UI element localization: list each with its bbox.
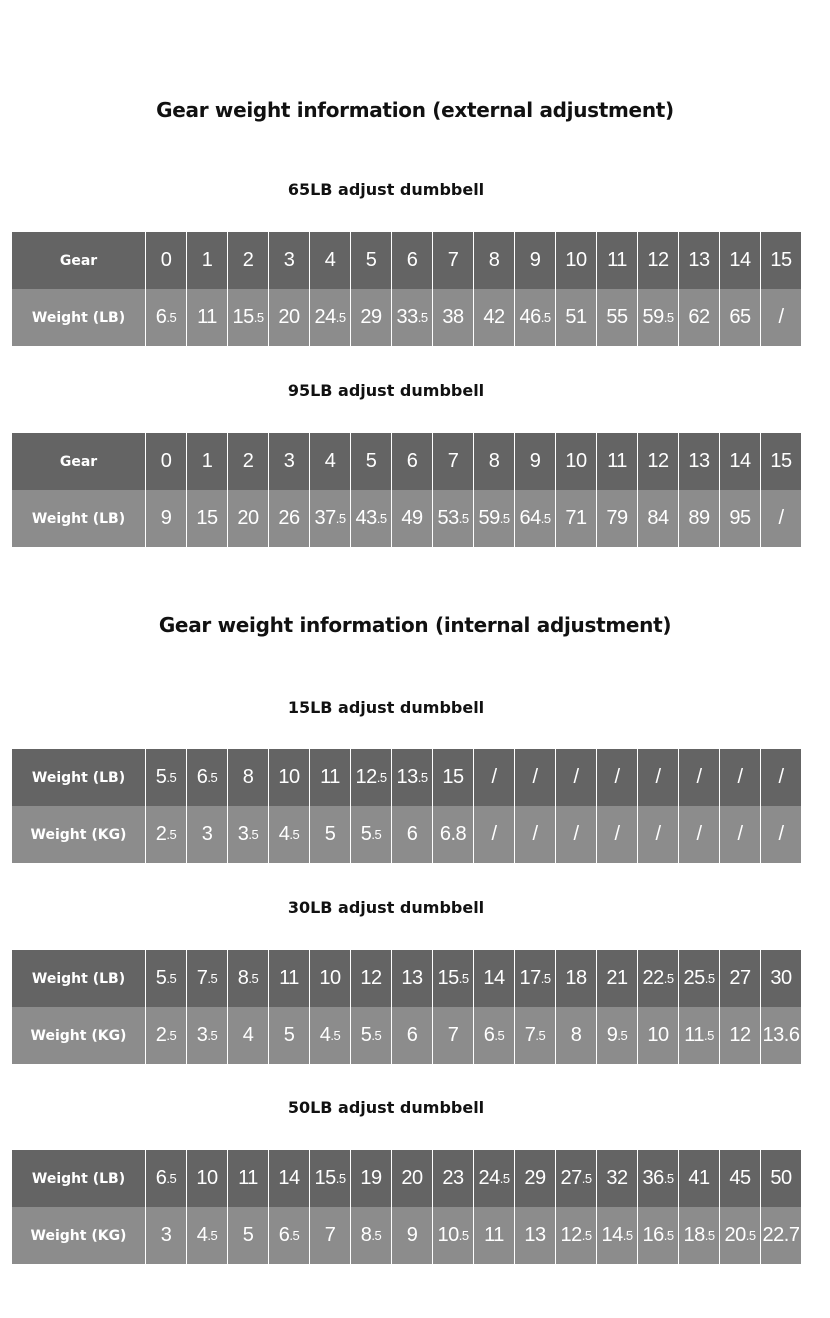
table-cell: 15 .5 xyxy=(433,950,473,1007)
table-cell: 4 xyxy=(228,1007,268,1064)
table-cell: 27 .5 xyxy=(556,1150,596,1207)
table-cell: / xyxy=(556,806,596,863)
row-header: Weight (KG) xyxy=(12,1007,145,1064)
table-cell: 1 xyxy=(187,232,227,289)
table-cell: 36 .5 xyxy=(638,1150,678,1207)
table-cell: 41 xyxy=(679,1150,719,1207)
table-cell: 2 .5 xyxy=(146,806,186,863)
table-cell: 71 xyxy=(556,490,596,547)
table-cell: 6 xyxy=(392,806,432,863)
row-header: Weight (LB) xyxy=(12,490,145,547)
row-header: Weight (LB) xyxy=(12,950,145,1007)
table-cell: 4 xyxy=(310,433,350,490)
table-cell: / xyxy=(679,749,719,806)
table-cell: 6 xyxy=(392,232,432,289)
table-cell: 8 xyxy=(556,1007,596,1064)
table-cell: 6 .5 xyxy=(146,1150,186,1207)
gear-table-65lb xyxy=(12,232,792,346)
table-cell: 6 .5 xyxy=(269,1207,309,1264)
table-cell: 89 xyxy=(679,490,719,547)
table-cell: 10 xyxy=(187,1150,227,1207)
table-cell: / xyxy=(515,806,555,863)
table-cell: 13 .5 xyxy=(392,749,432,806)
row-header: Weight (LB) xyxy=(12,1150,145,1207)
table-cell: / xyxy=(761,289,801,346)
table-cell: 20 xyxy=(269,289,309,346)
table-cell: 8 xyxy=(474,433,514,490)
table-cell: 12 .5 xyxy=(556,1207,596,1264)
table-cell: 5 .5 xyxy=(146,950,186,1007)
table-cell: 14 xyxy=(720,433,760,490)
table-cell: 6 .5 xyxy=(474,1007,514,1064)
table-cell: 11 .5 xyxy=(679,1007,719,1064)
table-cell: 9 xyxy=(515,433,555,490)
table-cell: 11 xyxy=(597,232,637,289)
table-cell: 42 xyxy=(474,289,514,346)
table-cell: / xyxy=(556,749,596,806)
table-cell: 8 xyxy=(228,749,268,806)
table-cell: / xyxy=(515,749,555,806)
table-title-15lb: 15LB adjust dumbbell xyxy=(287,698,485,717)
table-cell: 19 xyxy=(351,1150,391,1207)
table-cell: 43 .5 xyxy=(351,490,391,547)
table-cell: 3 .5 xyxy=(187,1007,227,1064)
table-cell: 14 xyxy=(720,232,760,289)
table-title-50lb: 50LB adjust dumbbell xyxy=(287,1098,485,1117)
table-cell: 7 .5 xyxy=(187,950,227,1007)
table-cell: 11 xyxy=(474,1207,514,1264)
table-cell: / xyxy=(597,806,637,863)
table-cell: 29 xyxy=(515,1150,555,1207)
table-cell: 21 xyxy=(597,950,637,1007)
table-cell: 24 .5 xyxy=(310,289,350,346)
table-cell: / xyxy=(720,749,760,806)
table-cell: 7 xyxy=(433,433,473,490)
row-header: Gear xyxy=(12,232,145,289)
table-cell: 6 xyxy=(392,433,432,490)
table-cell: / xyxy=(761,806,801,863)
table-cell: 15 .5 xyxy=(310,1150,350,1207)
table-cell: / xyxy=(679,806,719,863)
table-cell: 9 xyxy=(146,490,186,547)
table-cell: 45 xyxy=(720,1150,760,1207)
table-cell: 15 xyxy=(761,232,801,289)
table-cell: / xyxy=(638,749,678,806)
table-cell: 2 xyxy=(228,232,268,289)
table-cell: 2 .5 xyxy=(146,1007,186,1064)
table-cell: 6 .5 xyxy=(146,289,186,346)
table-cell: 53 .5 xyxy=(433,490,473,547)
table-cell: 49 xyxy=(392,490,432,547)
table-cell: 5 xyxy=(228,1207,268,1264)
table-cell: 33 .5 xyxy=(392,289,432,346)
gear-table-50lb xyxy=(12,1150,800,1264)
table-cell: 22.7 xyxy=(761,1207,801,1264)
row-header: Weight (KG) xyxy=(12,806,145,863)
table-cell: 95 xyxy=(720,490,760,547)
table-cell: 59 .5 xyxy=(638,289,678,346)
table-cell: 4 xyxy=(310,232,350,289)
table-cell: 29 xyxy=(351,289,391,346)
table-cell: 13 xyxy=(679,232,719,289)
table-cell: 5 xyxy=(310,806,350,863)
table-cell: 5 xyxy=(351,433,391,490)
table-cell: 7 xyxy=(433,1007,473,1064)
table-cell: 0 xyxy=(146,232,186,289)
table-cell: 16 .5 xyxy=(638,1207,678,1264)
table-cell: 3 .5 xyxy=(228,806,268,863)
gear-table-95lb xyxy=(12,433,792,547)
row-header: Weight (KG) xyxy=(12,1207,145,1264)
table-cell: 4 .5 xyxy=(310,1007,350,1064)
table-cell: 5 .5 xyxy=(351,1007,391,1064)
table-cell: 5 xyxy=(269,1007,309,1064)
table-cell: 65 xyxy=(720,289,760,346)
row-header: Gear xyxy=(12,433,145,490)
table-cell: 11 xyxy=(310,749,350,806)
table-cell: 22 .5 xyxy=(638,950,678,1007)
table-cell: 15 xyxy=(433,749,473,806)
table-cell: 0 xyxy=(146,433,186,490)
table-cell: 4 .5 xyxy=(187,1207,227,1264)
section-title-external: Gear weight information (external adjustment) xyxy=(156,98,674,122)
table-cell: 11 xyxy=(597,433,637,490)
table-cell: 13.6 xyxy=(761,1007,801,1064)
table-title-95lb: 95LB adjust dumbbell xyxy=(287,381,485,400)
table-cell: 12 xyxy=(638,433,678,490)
table-cell: 3 xyxy=(269,232,309,289)
table-cell: 7 xyxy=(433,232,473,289)
table-cell: 14 .5 xyxy=(597,1207,637,1264)
table-cell: 6.8 xyxy=(433,806,473,863)
table-title-65lb: 65LB adjust dumbbell xyxy=(287,180,485,199)
table-cell: 9 xyxy=(392,1207,432,1264)
table-cell: 12 xyxy=(351,950,391,1007)
table-cell: 17 .5 xyxy=(515,950,555,1007)
table-cell: 23 xyxy=(433,1150,473,1207)
table-cell: 9 xyxy=(515,232,555,289)
table-cell: 2 xyxy=(228,433,268,490)
table-cell: 15 xyxy=(187,490,227,547)
table-cell: 15 xyxy=(761,433,801,490)
table-cell: / xyxy=(597,749,637,806)
table-cell: 1 xyxy=(187,433,227,490)
table-cell: 59 .5 xyxy=(474,490,514,547)
table-cell: 46 .5 xyxy=(515,289,555,346)
table-cell: / xyxy=(638,806,678,863)
table-cell: 5 xyxy=(351,232,391,289)
table-cell: 10 xyxy=(269,749,309,806)
table-cell: 25 .5 xyxy=(679,950,719,1007)
table-cell: 8 xyxy=(474,232,514,289)
table-cell: 10 xyxy=(556,232,596,289)
table-cell: 79 xyxy=(597,490,637,547)
table-cell: 24 .5 xyxy=(474,1150,514,1207)
table-cell: 8 .5 xyxy=(228,950,268,1007)
table-cell: 84 xyxy=(638,490,678,547)
table-cell: 3 xyxy=(187,806,227,863)
table-cell: 7 .5 xyxy=(515,1007,555,1064)
table-cell: / xyxy=(761,490,801,547)
gear-table-15lb xyxy=(12,749,784,863)
table-cell: 13 xyxy=(515,1207,555,1264)
table-cell: 3 xyxy=(269,433,309,490)
section-title-internal: Gear weight information (internal adjustment) xyxy=(158,613,672,637)
table-cell: 37 .5 xyxy=(310,490,350,547)
table-cell: / xyxy=(474,749,514,806)
table-cell: 27 xyxy=(720,950,760,1007)
row-header: Weight (LB) xyxy=(12,289,145,346)
table-cell: 15 .5 xyxy=(228,289,268,346)
table-cell: 38 xyxy=(433,289,473,346)
table-cell: 5 .5 xyxy=(351,806,391,863)
table-cell: 4 .5 xyxy=(269,806,309,863)
table-cell: 5 .5 xyxy=(146,749,186,806)
table-cell: 11 xyxy=(187,289,227,346)
table-cell: 32 xyxy=(597,1150,637,1207)
table-cell: 20 xyxy=(228,490,268,547)
table-cell: 20 xyxy=(392,1150,432,1207)
table-cell: 55 xyxy=(597,289,637,346)
row-header: Weight (LB) xyxy=(12,749,145,806)
table-cell: 14 xyxy=(474,950,514,1007)
gear-table-30lb xyxy=(12,950,800,1064)
table-cell: 8 .5 xyxy=(351,1207,391,1264)
table-cell: 18 .5 xyxy=(679,1207,719,1264)
table-cell: 10 xyxy=(638,1007,678,1064)
table-cell: 12 xyxy=(720,1007,760,1064)
table-cell: / xyxy=(474,806,514,863)
table-cell: 10 xyxy=(310,950,350,1007)
table-cell: 51 xyxy=(556,289,596,346)
table-cell: 14 xyxy=(269,1150,309,1207)
table-cell: 30 xyxy=(761,950,801,1007)
table-cell: 62 xyxy=(679,289,719,346)
table-cell: 6 xyxy=(392,1007,432,1064)
table-cell: 9 .5 xyxy=(597,1007,637,1064)
table-cell: 12 .5 xyxy=(351,749,391,806)
table-cell: 26 xyxy=(269,490,309,547)
table-cell: 7 xyxy=(310,1207,350,1264)
table-cell: 6 .5 xyxy=(187,749,227,806)
table-cell: 64 .5 xyxy=(515,490,555,547)
table-cell: 10 xyxy=(556,433,596,490)
table-cell: 13 xyxy=(679,433,719,490)
table-cell: 12 xyxy=(638,232,678,289)
table-cell: 11 xyxy=(269,950,309,1007)
table-cell: 13 xyxy=(392,950,432,1007)
table-cell: / xyxy=(761,749,801,806)
table-cell: 11 xyxy=(228,1150,268,1207)
table-title-30lb: 30LB adjust dumbbell xyxy=(287,898,485,917)
table-cell: 10 .5 xyxy=(433,1207,473,1264)
table-cell: 50 xyxy=(761,1150,801,1207)
table-cell: 18 xyxy=(556,950,596,1007)
table-cell: 3 xyxy=(146,1207,186,1264)
table-cell: 20 .5 xyxy=(720,1207,760,1264)
table-cell: / xyxy=(720,806,760,863)
